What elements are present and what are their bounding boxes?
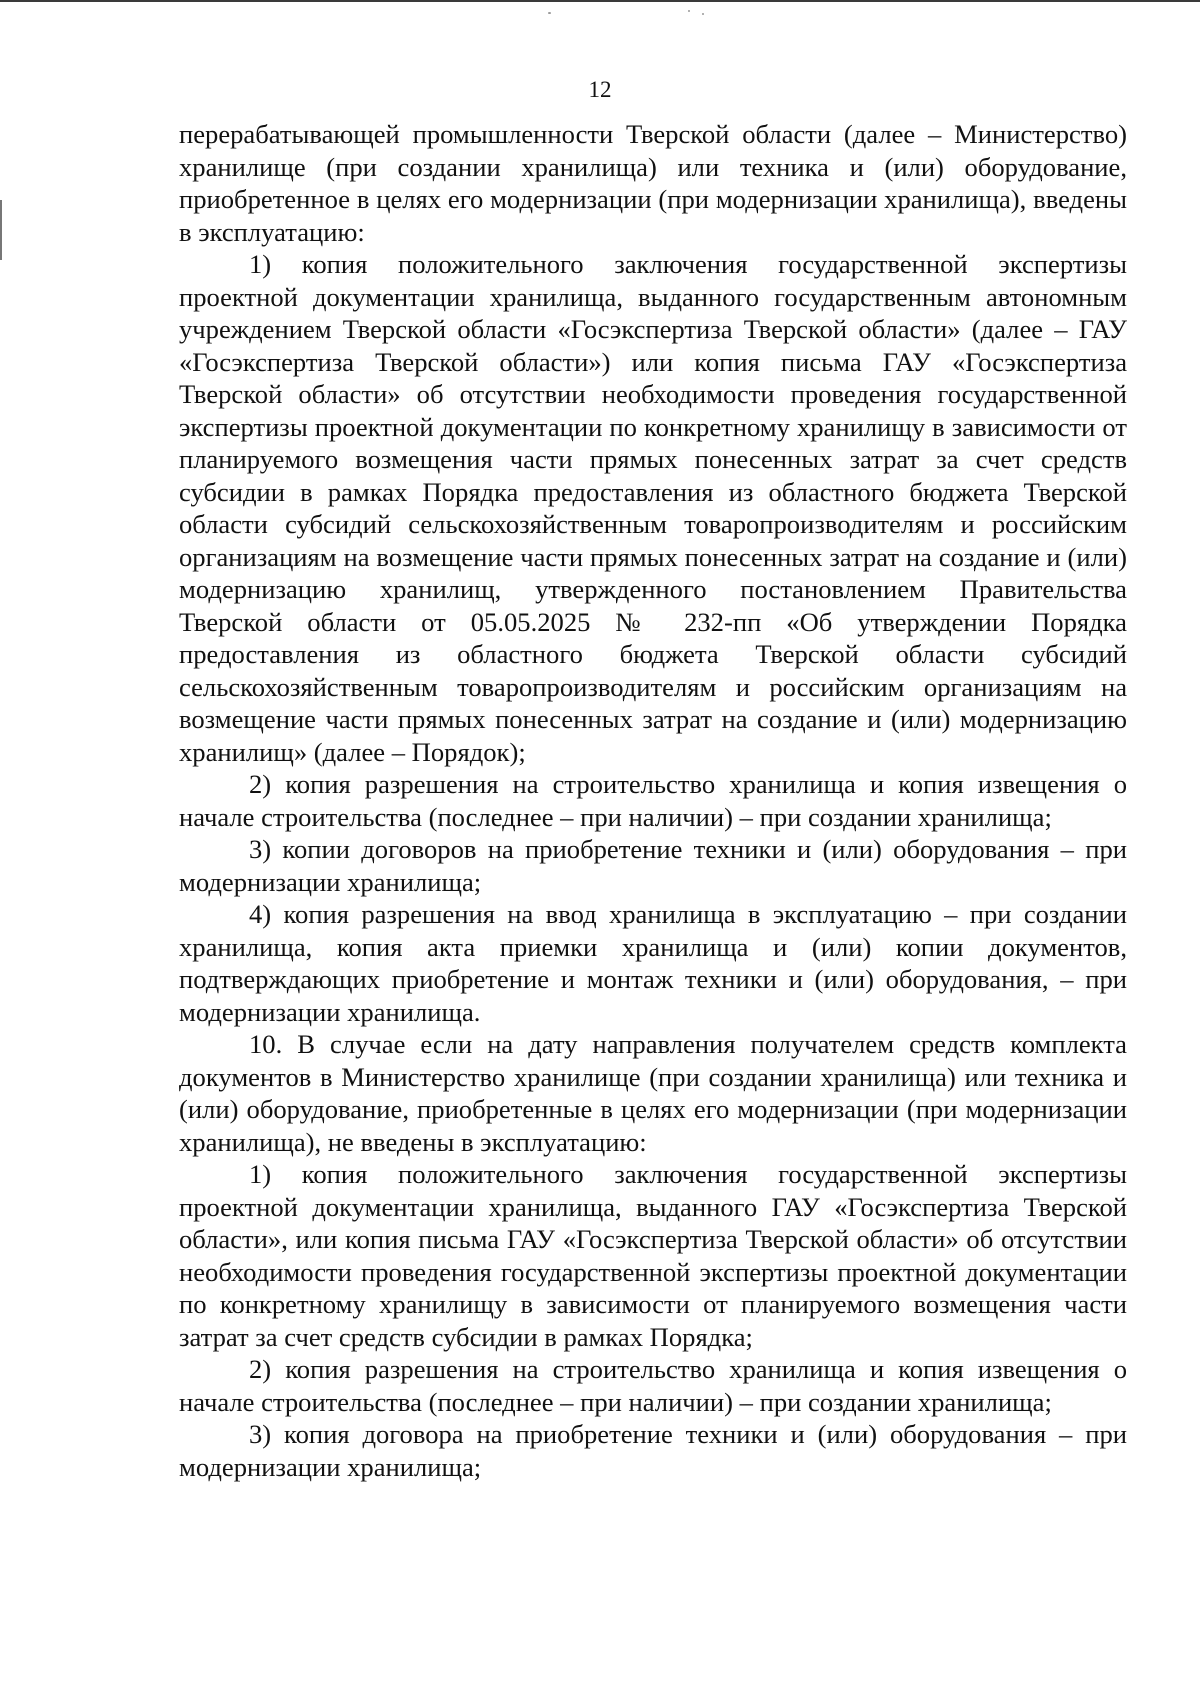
paragraph-section-10-item-3: 3) копия договора на приобретение техники и (или) оборудования – при модернизации хранилища; xyxy=(179,1419,1127,1482)
paragraph-section-10-item-2: 2) копия разрешения на строительство хранилища и копия извещения о начале строительства (последнее – при наличии) – при создании хранилища; xyxy=(179,1354,1127,1417)
paragraph-item-4-commissioning-permit: 4) копия разрешения на ввод хранилища в эксплуатацию – при создании хранилища, копия акта приемки хранилища и (или) копии документов, подтверждающих приобретение и монтаж техники и (или) оборудования, – при модернизации хранилища. xyxy=(179,899,1127,1027)
scan-left-edge-mark xyxy=(0,200,2,260)
scan-speck xyxy=(702,13,704,15)
scan-top-edge-line xyxy=(0,0,1200,2)
paragraph-item-3-purchase-contracts: 3) копии договоров на приобретение техники и (или) оборудования – при модернизации хранилища; xyxy=(179,834,1127,897)
paragraph-section-10-item-1: 1) копия положительного заключения государственной экспертизы проектной документации хранилища, выданного ГАУ «Госэкспертиза Тверской области», или копия письма ГАУ «Госэкспертиза Тверской области» об отсутствии необходимости проведения государственной экспертизы проектной документации по конкретному хранилищу в зависимости от планируемого возмещения части затрат за счет средств субсидии в рамках Порядка; xyxy=(179,1159,1127,1352)
scan-speck xyxy=(548,12,551,14)
paragraph-item-2-construction-permit: 2) копия разрешения на строительство хранилища и копия извещения о начале строительства (последнее – при наличии) – при создании хранилища; xyxy=(179,769,1127,832)
paragraph-item-1-expertise-conclusion: 1) копия положительного заключения государственной экспертизы проектной документации хранилища, выданного государственным автономным учреждением Тверской области «Госэкспертиза Тверской области» (далее – ГАУ «Госэкспертиза Тверской области») или копия письма ГАУ «Госэкспертиза Тверской области» об отсутствии необходимости проведения государственной экспертизы проектной документации по конкретному хранилищу в зависимости от планируемого возмещения части прямых понесенных затрат за счет средств субсидии в рамках Порядка предоставления из областного бюджета Тверской области субсидий сельскохозяйственным товаропроизводителям и российским организациям на возмещение части прямых понесенных затрат на создание и (или) модернизацию хранилищ, утвержденного постановлением Правительства Тверской области от 05.05.2025 № 232-пп «Об утверждении Порядка предоставления из областного бюджета Тверской области субсидий сельскохозяйственным товаропроизводителям и российским организациям на возмещение части прямых понесенных затрат на создание и (или) модернизацию хранилищ» (далее – Порядок); xyxy=(179,249,1127,767)
paragraph-section-10: 10. В случае если на дату направления получателем средств комплекта документов в Министерство хранилище (при создании хранилища) или техника и (или) оборудование, приобретенные в целях его модернизации (при модернизации хранилища), не введены в эксплуатацию: xyxy=(179,1029,1127,1157)
scan-speck xyxy=(688,10,690,12)
page-number: 12 xyxy=(588,77,612,102)
paragraph-continuation: перерабатывающей промышленности Тверской области (далее – Министерство) хранилище (при создании хранилища) или техника и (или) оборудование, приобретенное в целях его модернизации (при модернизации хранилища), введены в эксплуатацию: xyxy=(179,119,1127,247)
document-body xyxy=(179,118,1127,1483)
